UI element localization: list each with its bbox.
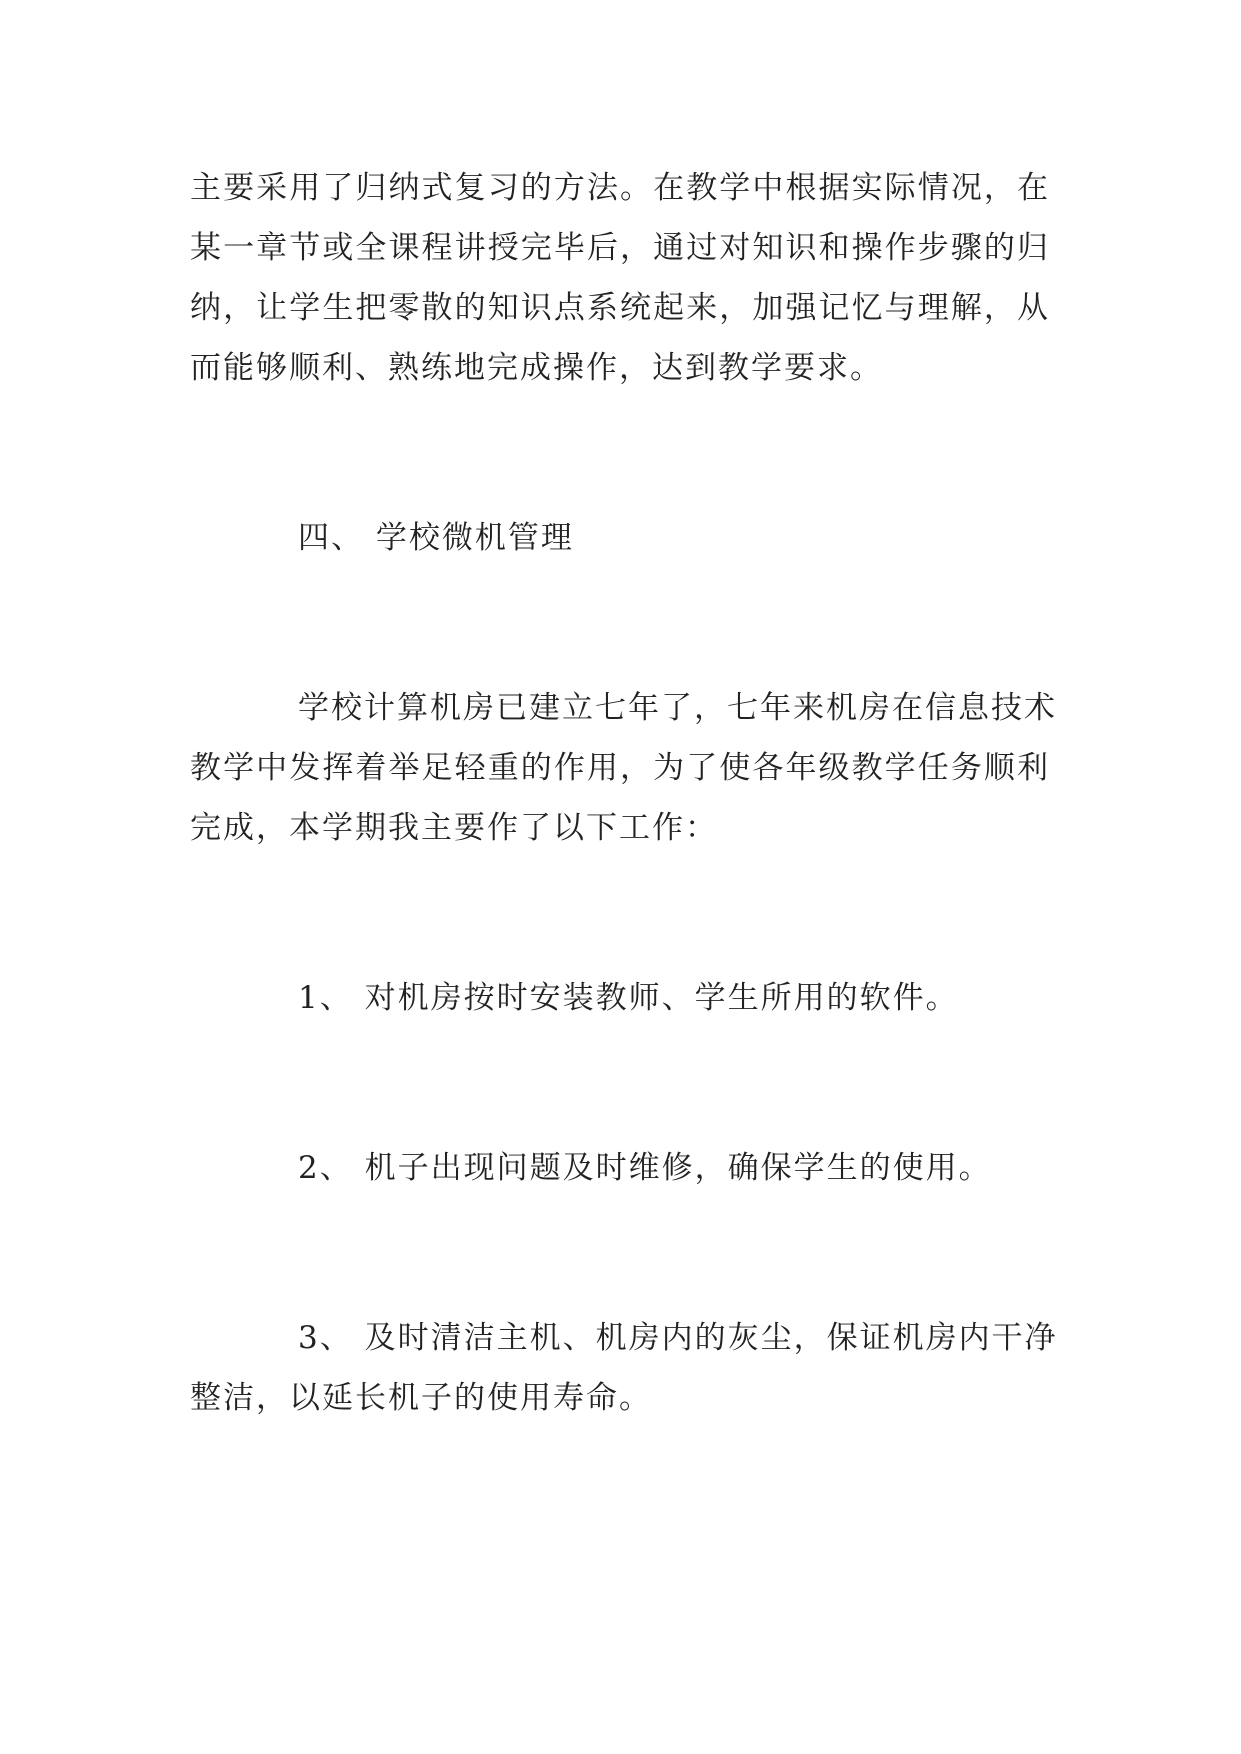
section-heading: 四、 学校微机管理 [298, 520, 574, 556]
paragraph-line: 完成，本学期我主要作了以下工作： [190, 810, 718, 846]
paragraph-line: 而能够顺利、熟练地完成操作，达到教学要求。 [190, 350, 883, 386]
list-item: 2、 机子出现问题及时维修，确保学生的使用。 [298, 1150, 992, 1186]
list-item: 1、 对机房按时安装教师、学生所用的软件。 [298, 980, 959, 1016]
paragraph-line: 学校计算机房已建立七年了，七年来机房在信息技术 [298, 690, 1057, 726]
list-item: 3、 及时清洁主机、机房内的灰尘，保证机房内干净 [298, 1320, 1058, 1356]
paragraph-line: 教学中发挥着举足轻重的作用，为了使各年级教学任务顺利 [190, 750, 1050, 786]
list-item-continuation: 整洁，以延长机子的使用寿命。 [190, 1380, 652, 1416]
paragraph-line: 主要采用了归纳式复习的方法。在教学中根据实际情况，在 [190, 170, 1050, 206]
paragraph-line: 纳，让学生把零散的知识点系统起来，加强记忆与理解，从 [190, 290, 1050, 326]
paragraph-line: 某一章节或全课程讲授完毕后，通过对知识和操作步骤的归 [190, 230, 1050, 266]
